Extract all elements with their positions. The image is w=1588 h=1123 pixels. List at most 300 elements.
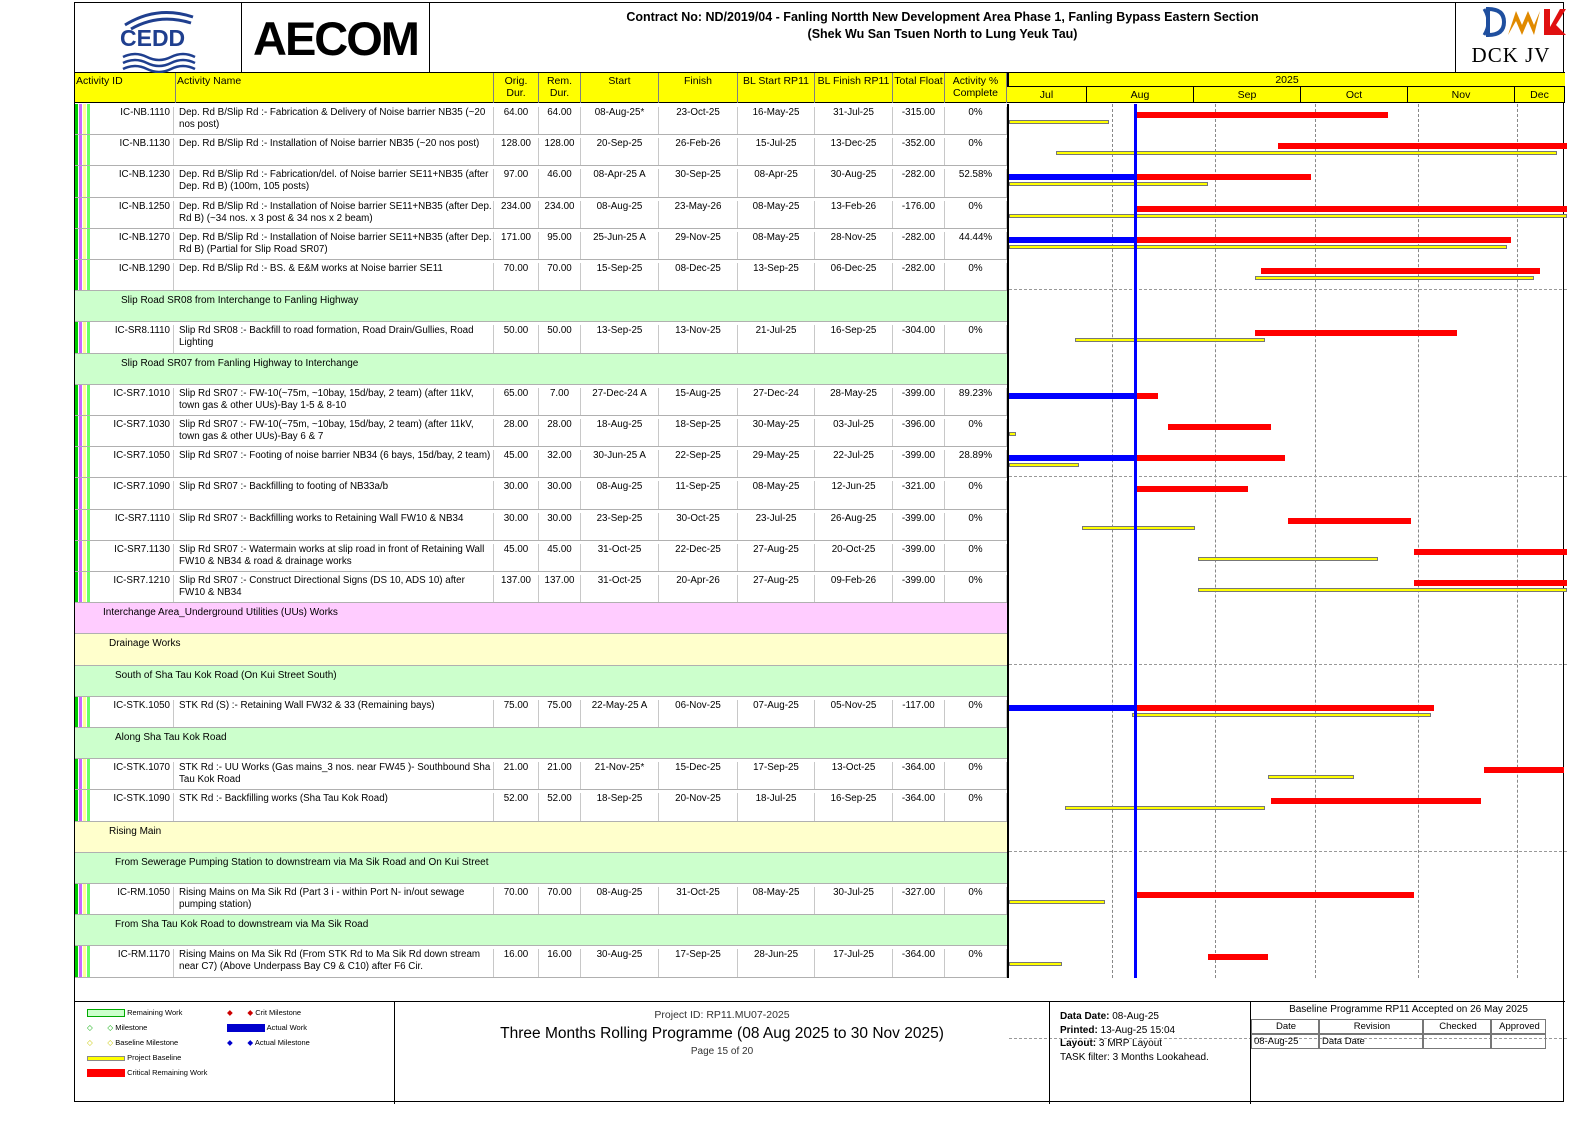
baseline-bar (1075, 338, 1264, 342)
gantt-month-dec: Dec (1515, 87, 1565, 103)
cell-rem: 52.00 (539, 793, 581, 821)
col-activity-name: Activity Name (176, 73, 494, 103)
cell-rem: 70.00 (539, 887, 581, 915)
cell-float: -364.00 (893, 793, 945, 821)
wbs-band-label: South of Sha Tau Kok Road (On Kui Street South) (115, 669, 337, 681)
cell-start: 21-Nov-25* (581, 762, 659, 790)
cell-bls: 27-Aug-25 (738, 544, 815, 572)
cell-blf: 09-Feb-26 (815, 575, 893, 603)
cell-float: -352.00 (893, 138, 945, 166)
cell-float: -117.00 (893, 700, 945, 728)
col-pct-complete: Activity % Complete (945, 73, 1007, 103)
cell-blf: 03-Jul-25 (815, 419, 893, 447)
activity-row (75, 478, 1007, 509)
cell-pct: 89.23% (945, 388, 1007, 416)
cell-id: IC-STK.1070 (97, 762, 174, 790)
gantt-row-separator (1009, 476, 1567, 477)
actual-bar (1009, 705, 1135, 711)
cell-start: 20-Sep-25 (581, 138, 659, 166)
cell-pct: 0% (945, 325, 1007, 353)
cell-name: Dep. Rd B/Slip Rd :- Installation of Noise barrier NB35 (~20 nos post) (176, 138, 494, 166)
col-rem-dur: Rem. Dur. (539, 73, 581, 103)
contract-title (430, 9, 1455, 43)
cell-start: 08-Apr-25 A (581, 169, 659, 197)
cell-pct: 0% (945, 575, 1007, 603)
cell-rem: 45.00 (539, 544, 581, 572)
cell-finish: 08-Dec-25 (659, 263, 738, 291)
cell-pct: 0% (945, 887, 1007, 915)
wbs-band (75, 291, 1007, 322)
baseline-bar (1132, 713, 1431, 717)
cell-start: 30-Jun-25 A (581, 450, 659, 478)
rev-row-approved (1491, 1034, 1546, 1049)
wbs-band-label: Slip Road SR07 from Fanling Highway to Interchange (121, 357, 359, 369)
task-filter: TASK filter: 3 Months Lookahead. (1060, 1051, 1209, 1063)
cell-rem: 64.00 (539, 107, 581, 135)
dck-logo (1455, 3, 1565, 73)
wbs-band-label: Rising Main (109, 825, 162, 837)
cell-blf: 05-Nov-25 (815, 700, 893, 728)
cell-blf: 31-Jul-25 (815, 107, 893, 135)
cell-orig: 28.00 (494, 419, 539, 447)
activity-row (75, 135, 1007, 166)
activity-row (75, 229, 1007, 260)
wbs-band (75, 666, 1007, 697)
rev-row-checked (1423, 1034, 1491, 1049)
actual-bar (1009, 174, 1135, 180)
contract-line-2: (Shek Wu San Tsuen North to Lung Yeuk Tau) (807, 27, 1078, 41)
gantt-row-separator (1009, 289, 1567, 290)
cell-id: IC-RM.1170 (97, 949, 174, 977)
activity-row (75, 166, 1007, 197)
activity-row (75, 198, 1007, 229)
gantt-month-gridline (1112, 104, 1113, 978)
cell-id: IC-SR7.1010 (97, 388, 174, 416)
baseline-bar (1009, 214, 1567, 218)
baseline-bar (1009, 432, 1016, 436)
legend-crit-milestone: ◆ ◆ Crit Milestone (227, 1008, 302, 1017)
activity-row (75, 322, 1007, 353)
remaining-bar (1135, 455, 1284, 461)
cell-start: 18-Aug-25 (581, 419, 659, 447)
cell-start: 15-Sep-25 (581, 263, 659, 291)
cell-rem: 50.00 (539, 325, 581, 353)
cell-rem: 95.00 (539, 232, 581, 260)
cell-start: 31-Oct-25 (581, 575, 659, 603)
cell-pct: 0% (945, 544, 1007, 572)
cell-orig: 70.00 (494, 263, 539, 291)
baseline-bar (1198, 588, 1567, 592)
cell-start: 30-Aug-25 (581, 949, 659, 977)
gantt-row-separator (1009, 664, 1567, 665)
activity-row (75, 416, 1007, 447)
cell-float: -399.00 (893, 450, 945, 478)
legend-baseline-swatch (87, 1056, 125, 1061)
activity-row (75, 790, 1007, 821)
cell-pct: 0% (945, 949, 1007, 977)
cell-float: -327.00 (893, 887, 945, 915)
cell-finish: 17-Sep-25 (659, 949, 738, 977)
cell-start: 08-Aug-25 (581, 481, 659, 509)
cell-name: Slip Rd SR07 :- Footing of noise barrier NB34 (6 bays, 15d/bay, 2 team) (176, 450, 494, 478)
cell-name: Dep. Rd B/Slip Rd :- BS. & E&M works at Noise barrier SE11 (176, 263, 494, 291)
cell-orig: 128.00 (494, 138, 539, 166)
activity-row (75, 260, 1007, 291)
cell-name: STK Rd :- Backfilling works (Sha Tau Kok Road) (176, 793, 494, 821)
remaining-bar (1288, 518, 1411, 524)
remaining-bar (1414, 580, 1567, 586)
cell-orig: 21.00 (494, 762, 539, 790)
cell-bls: 23-Jul-25 (738, 513, 815, 541)
cell-float: -315.00 (893, 107, 945, 135)
cell-id: IC-SR7.1110 (97, 513, 174, 541)
programme-title: Three Months Rolling Programme (08 Aug 2025 to 30 Nov 2025) (500, 1025, 944, 1042)
rev-header-checked: Checked (1423, 1019, 1491, 1034)
cell-id: IC-NB.1250 (97, 201, 174, 229)
cell-id: IC-SR7.1130 (97, 544, 174, 572)
cell-pct: 0% (945, 793, 1007, 821)
cell-rem: 137.00 (539, 575, 581, 603)
cell-float: -364.00 (893, 762, 945, 790)
cell-orig: 45.00 (494, 450, 539, 478)
cell-bls: 16-May-25 (738, 107, 815, 135)
gantt-chart (1007, 104, 1565, 978)
cell-id: IC-SR7.1050 (97, 450, 174, 478)
cell-blf: 13-Feb-26 (815, 201, 893, 229)
cell-float: -399.00 (893, 575, 945, 603)
cell-blf: 22-Jul-25 (815, 450, 893, 478)
actual-milestone-icon: ◆ (227, 1038, 233, 1047)
crit-milestone-icon: ◆ (227, 1008, 233, 1017)
cell-id: IC-NB.1130 (97, 138, 174, 166)
activity-row (75, 572, 1007, 603)
cell-blf: 17-Jul-25 (815, 949, 893, 977)
cell-rem: 30.00 (539, 513, 581, 541)
cell-finish: 30-Oct-25 (659, 513, 738, 541)
remaining-bar (1271, 798, 1480, 804)
cell-blf: 06-Dec-25 (815, 263, 893, 291)
gantt-year: 2025 (1007, 73, 1565, 87)
gantt-month-sep: Sep (1194, 87, 1301, 103)
cell-name: Slip Rd SR07 :- FW-10(~75m, ~10bay, 15d/bay, 2 team) (after 11kV, town gas & other UUs)-Bay 6 & 7 (176, 419, 494, 447)
gantt-month-gridline (1315, 104, 1316, 978)
cell-pct: 0% (945, 762, 1007, 790)
cell-bls: 08-May-25 (738, 887, 815, 915)
remaining-bar (1278, 143, 1567, 149)
cell-float: -304.00 (893, 325, 945, 353)
cell-rem: 7.00 (539, 388, 581, 416)
wbs-band (75, 354, 1007, 385)
cell-finish: 11-Sep-25 (659, 481, 738, 509)
cell-rem: 28.00 (539, 419, 581, 447)
rev-row-date: 08-Aug-25 (1251, 1034, 1319, 1049)
data-date: 08-Aug-25 (1112, 1011, 1159, 1022)
cell-blf: 26-Aug-25 (815, 513, 893, 541)
cell-pct: 0% (945, 481, 1007, 509)
cell-bls: 17-Sep-25 (738, 762, 815, 790)
cell-id: IC-STK.1090 (97, 793, 174, 821)
rev-header-approved: Approved (1491, 1019, 1546, 1034)
cell-id: IC-NB.1110 (97, 107, 174, 135)
cell-blf: 13-Oct-25 (815, 762, 893, 790)
cell-orig: 50.00 (494, 325, 539, 353)
cell-pct: 28.89% (945, 450, 1007, 478)
gantt-month-jul: Jul (1007, 87, 1087, 103)
baseline-bar (1009, 182, 1208, 186)
baseline-bar (1056, 151, 1558, 155)
remaining-bar (1261, 268, 1540, 274)
legend-baseline-milestone: ◇ ◇ Baseline Milestone (87, 1038, 179, 1047)
wbs-band (75, 634, 1007, 665)
activity-row (75, 541, 1007, 572)
legend-remaining-swatch (87, 1009, 125, 1017)
cell-bls: 27-Aug-25 (738, 575, 815, 603)
cell-name: Dep. Rd B/Slip Rd :- Fabrication & Delivery of Noise barrier NB35 (~20 nos post) (176, 107, 494, 135)
cell-finish: 13-Nov-25 (659, 325, 738, 353)
remaining-bar (1135, 112, 1387, 118)
cedd-logo-text: CEDD (120, 25, 186, 51)
cell-bls: 21-Jul-25 (738, 325, 815, 353)
wbs-band-label: Interchange Area_Underground Utilities (UUs) Works (103, 607, 338, 619)
cell-bls: 30-May-25 (738, 419, 815, 447)
cell-finish: 29-Nov-25 (659, 232, 738, 260)
cell-pct: 0% (945, 138, 1007, 166)
baseline-bar (1009, 463, 1079, 467)
cell-id: IC-NB.1270 (97, 232, 174, 260)
cell-name: Slip Rd SR08 :- Backfill to road formation, Road Drain/Gullies, Road Lighting (176, 325, 494, 353)
cell-start: 08-Aug-25 (581, 201, 659, 229)
activity-row (75, 104, 1007, 135)
remaining-bar (1484, 767, 1564, 773)
cell-bls: 29-May-25 (738, 450, 815, 478)
cell-id: IC-SR8.1110 (97, 325, 174, 353)
cell-id: IC-SR7.1030 (97, 419, 174, 447)
remaining-bar (1135, 206, 1567, 212)
cell-start: 18-Sep-25 (581, 793, 659, 821)
revision-block (1250, 1002, 1565, 1104)
cell-orig: 16.00 (494, 949, 539, 977)
cell-start: 27-Dec-24 A (581, 388, 659, 416)
cell-name: Dep. Rd B/Slip Rd :- Installation of Noise barrier SE11+NB35 (after Dep. Rd B) (~34 nos. x 3 post & 34 nos x 2 beam) (176, 201, 494, 229)
cell-finish: 22-Dec-25 (659, 544, 738, 572)
cell-float: -399.00 (893, 513, 945, 541)
cell-orig: 45.00 (494, 544, 539, 572)
wbs-band (75, 822, 1007, 853)
cell-float: -282.00 (893, 263, 945, 291)
footer (75, 1001, 1565, 1103)
cell-rem: 75.00 (539, 700, 581, 728)
cell-orig: 234.00 (494, 201, 539, 229)
legend-actual-work: Actual Work (227, 1023, 307, 1033)
cell-bls: 08-May-25 (738, 201, 815, 229)
cell-blf: 28-Nov-25 (815, 232, 893, 260)
baseline-bar (1009, 120, 1109, 124)
cell-float: -176.00 (893, 201, 945, 229)
cell-bls: 07-Aug-25 (738, 700, 815, 728)
cell-finish: 20-Nov-25 (659, 793, 738, 821)
gantt-month-aug: Aug (1087, 87, 1194, 103)
gantt-month-gridline (1517, 104, 1518, 978)
wbs-band-label: From Sewerage Pumping Station to downstream via Ma Sik Road and On Kui Street (115, 856, 489, 868)
legend-critical: Critical Remaining Work (87, 1068, 207, 1078)
cell-pct: 52.58% (945, 169, 1007, 197)
baseline-bar (1268, 775, 1354, 779)
dck-logo-text: DCK JV (1471, 43, 1551, 67)
cell-name: Slip Rd SR07 :- Construct Directional Signs (DS 10, ADS 10) after FW10 & NB34 (176, 575, 494, 603)
cell-start: 08-Aug-25* (581, 107, 659, 135)
cell-float: -364.00 (893, 949, 945, 977)
actual-bar (1009, 237, 1135, 243)
cell-rem: 128.00 (539, 138, 581, 166)
cell-name: Slip Rd SR07 :- Backfilling to footing of NB33a/b (176, 481, 494, 509)
wbs-band (75, 915, 1007, 946)
cell-finish: 23-May-26 (659, 201, 738, 229)
cell-pct: 44.44% (945, 232, 1007, 260)
title-block (75, 3, 1565, 73)
cell-finish: 22-Sep-25 (659, 450, 738, 478)
legend-actual-milestone: ◆ ◆ Actual Milestone (227, 1038, 310, 1047)
dck-emblem-icon (1456, 3, 1566, 43)
cell-id: IC-NB.1230 (97, 169, 174, 197)
cell-name: STK Rd (S) :- Retaining Wall FW32 & 33 (Remaining bays) (176, 700, 494, 728)
cell-rem: 30.00 (539, 481, 581, 509)
cell-float: -282.00 (893, 232, 945, 260)
cell-id: IC-NB.1290 (97, 263, 174, 291)
cell-pct: 0% (945, 107, 1007, 135)
cell-id: IC-RM.1050 (97, 887, 174, 915)
cell-finish: 20-Apr-26 (659, 575, 738, 603)
col-finish: Finish (659, 73, 738, 103)
column-header (75, 73, 1565, 103)
cell-orig: 52.00 (494, 793, 539, 821)
cell-blf: 13-Dec-25 (815, 138, 893, 166)
cell-bls: 08-May-25 (738, 481, 815, 509)
wbs-band (75, 728, 1007, 759)
cell-start: 22-May-25 A (581, 700, 659, 728)
rev-header-date: Date (1251, 1019, 1319, 1034)
col-activity-id: Activity ID (75, 73, 176, 103)
activity-row (75, 697, 1007, 728)
col-bl-finish: BL Finish RP11 (815, 73, 893, 103)
legend-remaining: Remaining Work (87, 1008, 182, 1018)
cell-name: Dep. Rd B/Slip Rd :- Installation of Noise barrier SE11+NB35 (after Dep. Rd B) (Partial for Slip Road SR07) (176, 232, 494, 260)
activity-row (75, 946, 1007, 977)
cell-bls: 08-May-25 (738, 232, 815, 260)
contract-line-1: Contract No: ND/2019/04 - Fanling Nortth New Development Area Phase 1, Fanling Bypass Eastern Section (626, 10, 1259, 24)
cell-orig: 64.00 (494, 107, 539, 135)
legend-baseline: Project Baseline (87, 1053, 181, 1063)
baseline-bar (1009, 900, 1105, 904)
page-number: Page 15 of 20 (690, 1046, 754, 1057)
aecom-logo: AECOM (242, 3, 430, 73)
baseline-bar (1009, 245, 1507, 249)
activity-row (75, 510, 1007, 541)
cell-id: IC-SR7.1090 (97, 481, 174, 509)
cell-rem: 234.00 (539, 201, 581, 229)
cell-start: 31-Oct-25 (581, 544, 659, 572)
cell-orig: 70.00 (494, 887, 539, 915)
cell-orig: 30.00 (494, 481, 539, 509)
cell-orig: 65.00 (494, 388, 539, 416)
cell-float: -282.00 (893, 169, 945, 197)
wbs-band (75, 603, 1007, 634)
cell-blf: 20-Oct-25 (815, 544, 893, 572)
footer-title-block (395, 1002, 1050, 1104)
gantt-month-gridline (1215, 104, 1216, 978)
rev-header-revision: Revision (1319, 1019, 1423, 1034)
cell-blf: 16-Sep-25 (815, 793, 893, 821)
cell-orig: 75.00 (494, 700, 539, 728)
rev-row-revision: Data Date (1319, 1034, 1423, 1049)
milestone-icon: ◇ (87, 1023, 93, 1032)
cell-finish: 06-Nov-25 (659, 700, 738, 728)
cell-pct: 0% (945, 201, 1007, 229)
project-id: Project ID: RP11.MU07-2025 (654, 1009, 790, 1021)
wbs-band-label: Along Sha Tau Kok Road (115, 732, 227, 743)
cell-orig: 137.00 (494, 575, 539, 603)
cell-float: -399.00 (893, 544, 945, 572)
cell-finish: 15-Dec-25 (659, 762, 738, 790)
cell-float: -321.00 (893, 481, 945, 509)
cell-finish: 23-Oct-25 (659, 107, 738, 135)
cell-blf: 12-Jun-25 (815, 481, 893, 509)
cell-finish: 31-Oct-25 (659, 887, 738, 915)
activity-row (75, 447, 1007, 478)
cell-rem: 32.00 (539, 450, 581, 478)
cell-name: Dep. Rd B/Slip Rd :- Fabrication/del. of Noise barrier SE11+NB35 (after Dep. Rd B) (100m, 105 posts) (176, 169, 494, 197)
cell-blf: 30-Jul-25 (815, 887, 893, 915)
actual-bar (1009, 455, 1135, 461)
col-orig-dur: Orig. Dur. (494, 73, 539, 103)
cell-orig: 171.00 (494, 232, 539, 260)
col-total-float: Total Float (893, 73, 945, 103)
legend-milestone: ◇ ◇ Milestone (87, 1023, 148, 1032)
gantt-month-nov: Nov (1408, 87, 1515, 103)
data-date-line (1134, 104, 1137, 978)
cell-rem: 21.00 (539, 762, 581, 790)
cell-pct: 0% (945, 513, 1007, 541)
cell-bls: 13-Sep-25 (738, 263, 815, 291)
sheet-frame (74, 2, 1564, 1102)
col-start: Start (581, 73, 659, 103)
legend-critical-swatch (87, 1069, 125, 1077)
gantt-row-separator (1009, 851, 1567, 852)
cell-bls: 28-Jun-25 (738, 949, 815, 977)
remaining-bar (1135, 486, 1248, 492)
cell-finish: 15-Aug-25 (659, 388, 738, 416)
cell-pct: 0% (945, 700, 1007, 728)
cell-pct: 0% (945, 419, 1007, 447)
baseline-bar (1065, 806, 1264, 810)
cell-bls: 18-Jul-25 (738, 793, 815, 821)
cell-float: -396.00 (893, 419, 945, 447)
col-bl-start: BL Start RP11 (738, 73, 815, 103)
activity-row (75, 759, 1007, 790)
legend-actual-swatch (227, 1024, 265, 1032)
remaining-bar (1255, 330, 1458, 336)
remaining-bar (1168, 424, 1271, 430)
cell-start: 25-Jun-25 A (581, 232, 659, 260)
cell-blf: 16-Sep-25 (815, 325, 893, 353)
baseline-title: Baseline Programme RP11 Accepted on 26 May 2025 (1289, 1004, 1528, 1015)
cell-bls: 15-Jul-25 (738, 138, 815, 166)
wbs-band-label: Drainage Works (109, 638, 181, 650)
legend (75, 1002, 395, 1104)
cell-bls: 27-Dec-24 (738, 388, 815, 416)
cell-id: IC-STK.1050 (97, 700, 174, 728)
cell-rem: 70.00 (539, 263, 581, 291)
baseline-bar (1255, 276, 1534, 280)
